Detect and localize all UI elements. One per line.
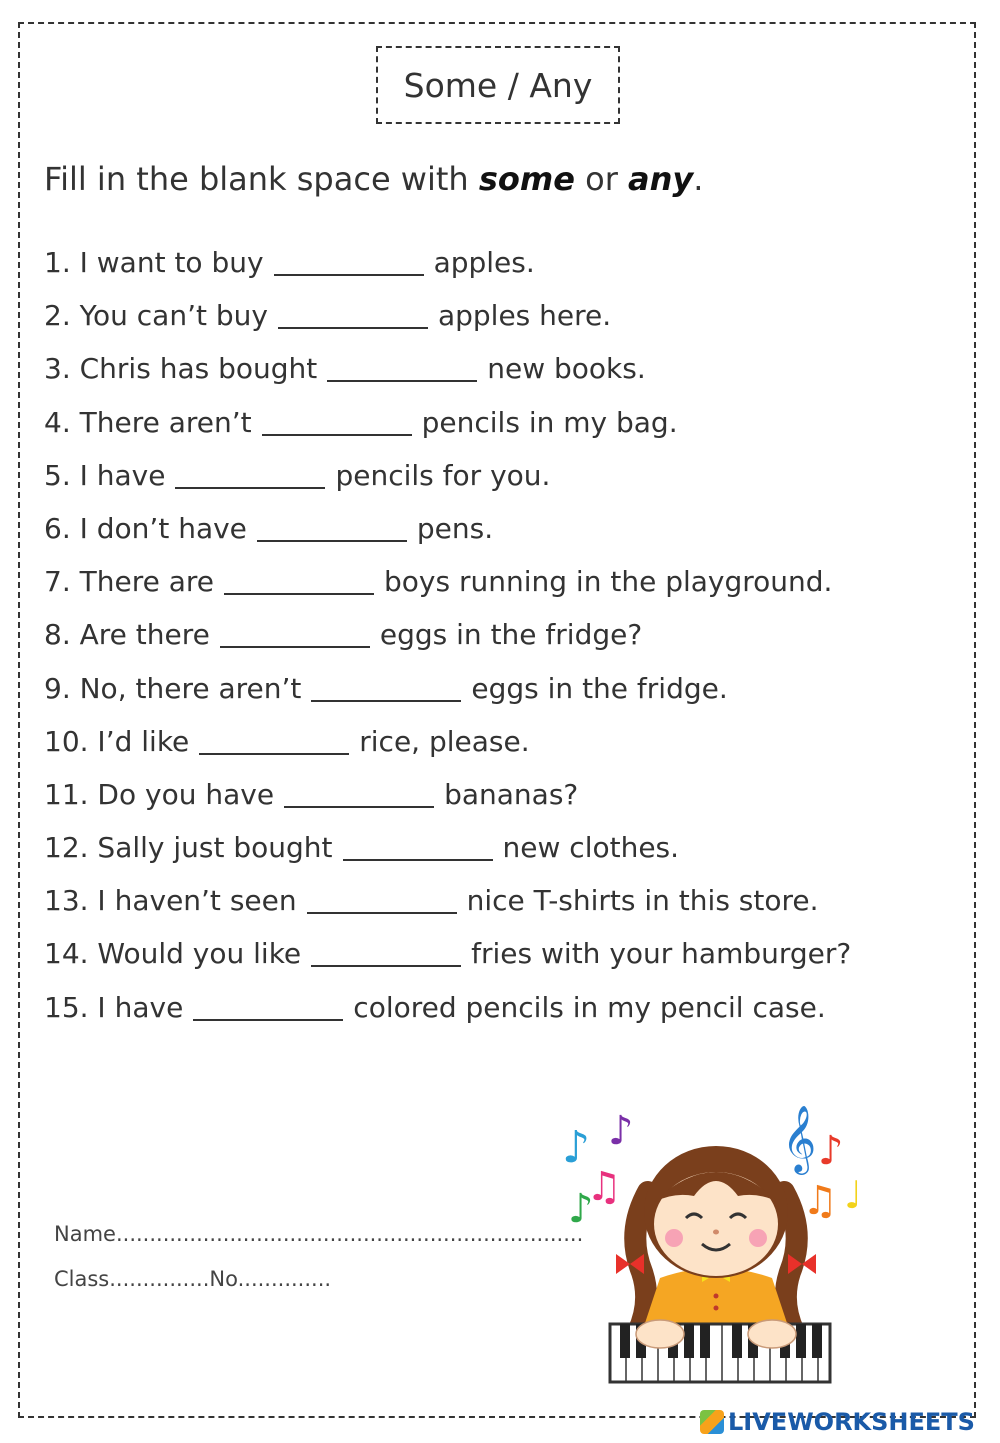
instruction	[44, 160, 703, 198]
question-text: 7. There are	[44, 565, 214, 599]
question-item	[44, 825, 851, 878]
question-item	[44, 985, 851, 1038]
question-text: apples here.	[437, 299, 612, 333]
question-text: new clothes.	[502, 831, 680, 865]
svg-text:♪: ♪	[568, 1186, 594, 1232]
answer-blank[interactable]	[311, 670, 461, 702]
name-line[interactable]	[54, 1222, 583, 1246]
answer-blank[interactable]	[327, 350, 477, 382]
question-text: colored pencils in my pencil case.	[353, 990, 826, 1024]
question-item	[44, 293, 851, 346]
question-text: 6. I don’t have	[44, 511, 247, 545]
question-text: 10. I’d like	[44, 724, 190, 758]
answer-blank[interactable]	[224, 563, 374, 595]
answer-blank[interactable]	[220, 616, 370, 648]
liveworksheets-logo	[700, 1408, 975, 1436]
logo-mark-icon	[700, 1410, 724, 1434]
answer-blank[interactable]	[307, 882, 457, 914]
question-text: 11. Do you have	[44, 777, 275, 811]
question-text: fries with your hamburger?	[471, 937, 852, 971]
question-text: 8. Are there	[44, 618, 210, 652]
question-text: 15. I have	[44, 990, 184, 1024]
worksheet-title	[376, 46, 620, 124]
logo-text: LIVEWORKSHEETS	[728, 1408, 975, 1436]
question-text: 4. There aren’t	[44, 405, 252, 439]
class-label: Class	[54, 1267, 110, 1291]
answer-blank[interactable]	[311, 935, 461, 967]
svg-text:𝄞: 𝄞	[782, 1104, 817, 1172]
answer-blank[interactable]	[175, 457, 325, 489]
answer-blank[interactable]	[284, 776, 434, 808]
question-item	[44, 878, 851, 931]
question-item	[44, 772, 851, 825]
name-label: Name	[54, 1222, 116, 1246]
question-item	[44, 346, 851, 399]
question-list	[44, 240, 851, 1038]
question-item	[44, 612, 851, 665]
svg-text:♫: ♫	[586, 1164, 622, 1210]
answer-blank[interactable]	[193, 989, 343, 1021]
class-dots: ...............	[109, 1267, 210, 1291]
question-text: 1. I want to buy	[44, 246, 264, 279]
class-line[interactable]	[54, 1267, 331, 1291]
question-text: eggs in the fridge?	[379, 618, 643, 652]
no-label: No	[209, 1267, 238, 1291]
answer-blank[interactable]	[278, 297, 428, 329]
question-text: new books.	[487, 352, 646, 386]
question-text: 2. You can’t buy	[44, 299, 268, 333]
no-dots: ..............	[237, 1267, 332, 1291]
answer-blank[interactable]	[199, 723, 349, 755]
svg-text:♫: ♫	[802, 1178, 838, 1224]
question-text: 3. Chris has bought	[44, 352, 318, 386]
svg-text:♩: ♩	[844, 1173, 862, 1217]
question-item	[44, 719, 851, 772]
instruction-prefix: Fill in the blank space with	[44, 160, 469, 198]
question-text: 5. I have	[44, 458, 166, 492]
question-item	[44, 559, 851, 612]
svg-text:♪: ♪	[818, 1128, 844, 1174]
question-text: 12. Sally just bought	[44, 831, 333, 865]
answer-blank[interactable]	[343, 829, 493, 861]
question-text: 13. I haven’t seen	[44, 884, 297, 918]
svg-text:♪: ♪	[608, 1108, 634, 1154]
question-text: 9. No, there aren’t	[44, 671, 302, 705]
question-item	[44, 506, 851, 559]
question-text: pencils for you.	[335, 458, 551, 492]
girl-playing-piano-icon	[556, 1082, 876, 1387]
answer-blank[interactable]	[257, 510, 407, 542]
question-item	[44, 666, 851, 719]
question-text: eggs in the fridge.	[471, 671, 728, 705]
question-text: pens.	[416, 511, 494, 545]
keyword-some: some	[478, 160, 575, 198]
question-item	[44, 931, 851, 984]
question-text: 14. Would you like	[44, 937, 302, 971]
question-item	[44, 453, 851, 506]
svg-text:♪: ♪	[562, 1122, 591, 1173]
question-text: apples.	[433, 246, 535, 279]
question-text: rice, please.	[359, 724, 530, 758]
question-text: bananas?	[444, 777, 579, 811]
question-text: boys running in the playground.	[384, 565, 833, 599]
question-item	[44, 400, 851, 453]
instruction-suffix: .	[693, 160, 704, 198]
question-text: pencils in my bag.	[421, 405, 678, 439]
answer-blank[interactable]	[262, 404, 412, 436]
title-text: Some / Any	[403, 65, 593, 105]
answer-blank[interactable]	[274, 244, 424, 276]
question-text: nice T-shirts in this store.	[466, 884, 819, 918]
instruction-middle: or	[585, 160, 618, 198]
question-item	[44, 240, 851, 293]
name-dots: ......................................................................	[115, 1222, 584, 1246]
keyword-any: any	[628, 160, 694, 198]
